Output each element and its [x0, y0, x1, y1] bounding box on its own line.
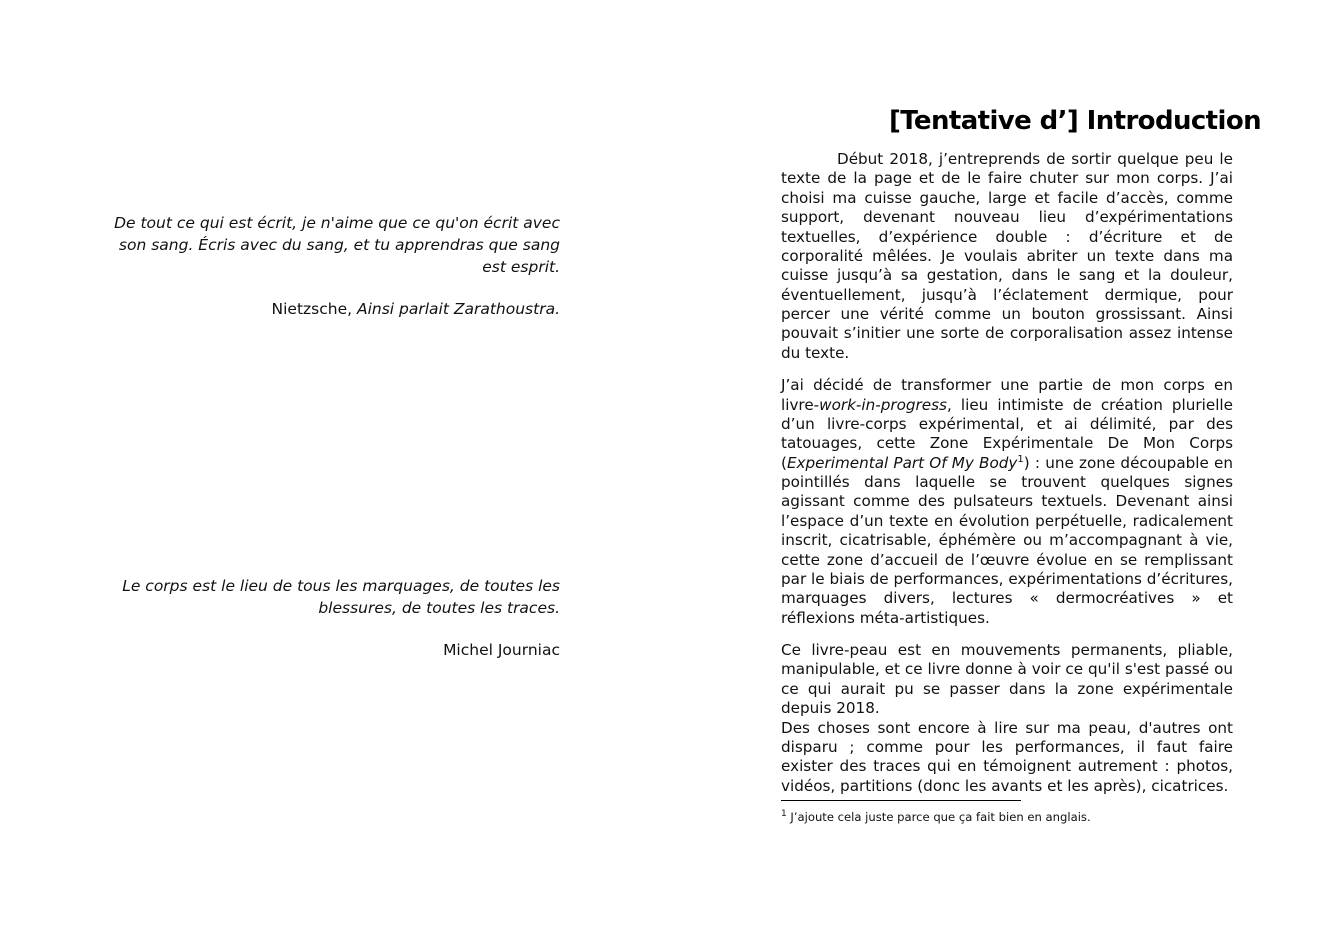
epigraph-work: Ainsi parlait Zarathoustra. [356, 300, 560, 318]
right-page [669, 0, 1338, 949]
footnote-body: J’ajoute cela juste parce que ça fait bien en anglais. [786, 810, 1091, 824]
page-title: [Tentative d’] Introduction [888, 106, 1261, 136]
paragraph-2-part-3: ) : une zone découpable en pointillés dans laquelle se trouvent quelques signes agissant comme des pulsateurs textuels. Devenant ainsi l’espace d’un texte en évolution perpétuelle, radicalement inscrit, cicatrisable, éphémère ou m’accompagnant à vie, cette zone d’accueil de l’œuvre évolue en se remplissant par le biais de performances, expérimentations d’écritures, marquages divers, lectures « dermocréatives » et réflexions méta-artistiques. [781, 453, 1234, 627]
footnote-number: 1 [781, 809, 787, 820]
epigraph-quote: De tout ce qui est écrit, je n'aime que ce qu'on écrit avec son sang. Écris avec du sang, et tu apprendras que sang est esprit. [114, 214, 560, 276]
paragraph-2-part-2: , lieu intimiste de création plurielle d’un livre-corps expérimental, et ai délimité, par des tatouages, cette Zone Expérimentale De Mon Corps ( [781, 395, 1233, 472]
paragraph-3: Ce livre-peau est en mouvements permanents, pliable, manipulable, et ce livre donne à voir ce qu'il s'est passé ou ce qui aurait pu se passer dans la zone expérimentale depuis 2018. [781, 641, 1233, 718]
body-text-column [781, 150, 1233, 809]
epigraph-author: Nietzsche, [271, 300, 357, 318]
epigraph-attribution [110, 298, 560, 320]
footnote-reference[interactable]: 1 [1017, 453, 1024, 465]
footnote-1 [781, 810, 1233, 826]
paragraph-2-italic-2: Experimental Part Of My Body [786, 453, 1018, 472]
footnote-area [781, 800, 1233, 826]
paragraph-1: Début 2018, j’entreprends de sortir quelque peu le texte de la page et de le faire chuter sur mon corps. J’ai choisi ma cuisse gauche, large et facile d’accès, comme support, devenant nouveau lieu d’expérimentations textuelles, d’expérience double : d’écriture et de corporalité mêlées. Je voulais abriter un texte dans ma cuisse jusqu’à sa gestation, dans le sang et la douleur, éventuellement, jusqu’à l’éclatement dermique, pour percer une vérité comme un bouton grossissant. Ainsi pouvait s’initier une sorte de corporalisation assez intense du texte. [781, 150, 1233, 362]
epigraph-quote: Le corps est le lieu de tous les marquages, de toutes les blessures, de toutes les traces. [122, 577, 560, 617]
epigraph-attribution [110, 639, 560, 661]
epigraph-nietzsche [110, 212, 560, 320]
paragraph-2-part-1: J’ai décidé de transformer une partie de mon corps en livre- [781, 376, 1233, 414]
epigraph-journiac [110, 575, 560, 661]
footnote-separator [781, 800, 1021, 801]
paragraph-2-italic-1: work-in-progress [819, 395, 947, 414]
paragraph-2 [781, 376, 1233, 628]
epigraph-author: Michel Journiac [443, 641, 560, 659]
paragraph-4: Des choses sont encore à lire sur ma peau, d'autres ont disparu ; comme pour les performances, il faut faire exister des traces qui en témoignent autrement : photos, vidéos, partitions (donc les avants et les après), cicatrices. [781, 718, 1233, 795]
